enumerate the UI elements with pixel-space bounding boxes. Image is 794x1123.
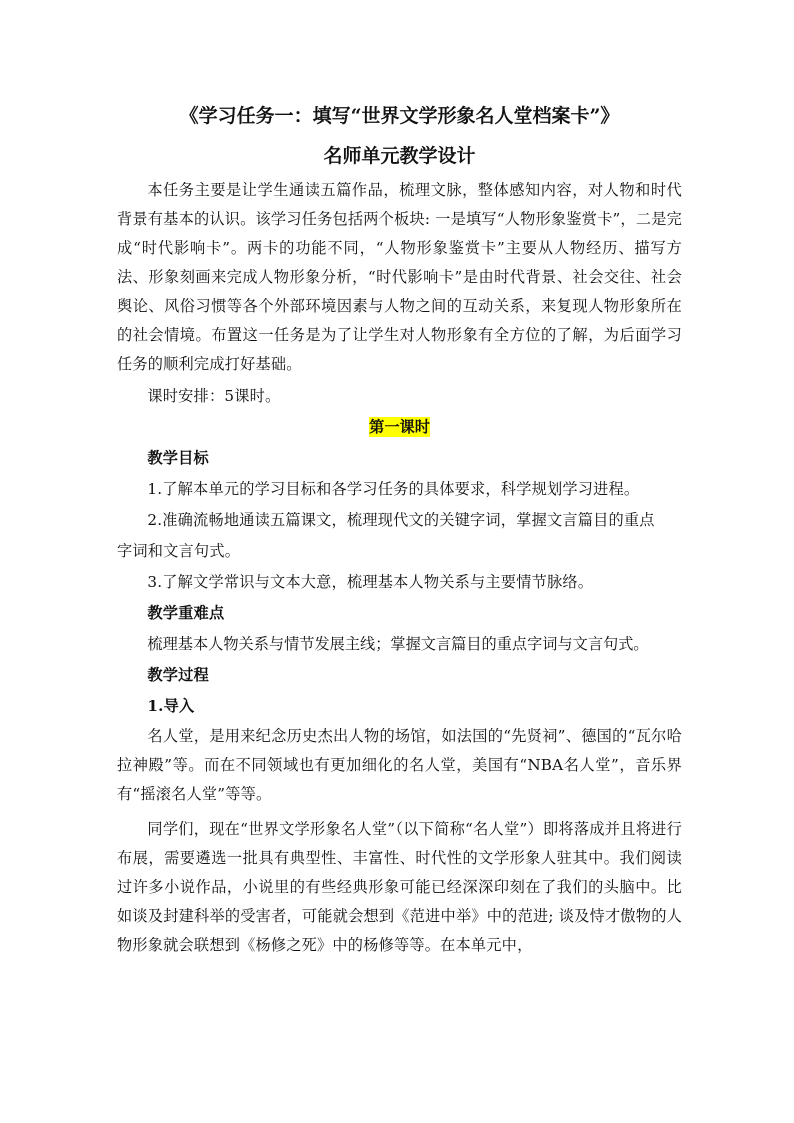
goal-item-3: 3.了解文学常识与文本大意，梳理基本人物关系与主要情节脉络。: [147, 573, 594, 591]
goal-item-2-line-1: 2.准确流畅地通读五篇课文，梳理现代文的关键字词，掌握文言篇目的重点: [147, 511, 655, 529]
schedule-line: 课时安排：5课时。: [147, 387, 281, 405]
process-heading: 教学过程: [147, 666, 209, 684]
students-paragraph: 同学们，现在“世界文学形象名人堂”（以下简称“名人堂”）即将落成并且将进行布展，需要遴选一批具有典型性、丰富性、时代性的文学形象人驻其中。我们阅读过许多小说作品，小说里的有些经典形象可能已经深深印刻在了我们的头脑中。比如谈及封建科举的受害者，可能就会想到《范进中举》中的范进; 谈及恃才傲物的人 物形象就会联想到《杨修之死》中的杨修等等。在本单元中，: [117, 820, 682, 954]
step1-heading: 1.导入: [147, 697, 195, 715]
hall-of-fame-paragraph: 名人堂，是用来纪念历史杰出人物的场馆，如法国的“先贤祠”、德国的“瓦尔哈拉神殿”等。而在不同领域也有更加细化的名人堂，美国有“NBA名人堂”，音乐界有“摇滚名人堂”等等。: [117, 727, 682, 803]
document-page: [117, 96, 682, 960]
goals-heading: 教学目标: [147, 449, 209, 467]
difficulty-heading: 教学重难点: [147, 604, 225, 622]
goal-item-1: 1.了解本单元的学习目标和各学习任务的具体要求，科学规划学习进程。: [147, 480, 640, 498]
intro-paragraph: 本任务主要是让学生通读五篇作品，梳理文脉，整体感知内容，对人物和时代背景有基本的认识。该学习任务包括两个板块: 一是填写“人物形象鉴赏卡”，二是完成“时代影响卡”。两卡的功能不同，“人物形象鉴赏卡”主要从人物经历、描写方法、形象刻画来完成人物形象分析，“时代影响卡”是由时代背景、社会交往、社会舆论、风俗习惯等各个外部环境因素与人物之间的互动关系，来复现人物形象所在的社会情境。布置这一任务是为了让学生对人物形象有全方位的了解，为后面学习任务的顺利完成打好基础。: [117, 181, 682, 373]
difficulty-text: 梳理基本人物关系与情节发展主线；掌握文言篇目的重点字词与文言句式。: [147, 635, 649, 653]
lesson-label-line: [117, 412, 682, 443]
lesson-label: 第一课时: [369, 418, 430, 436]
goal-item-2-line-2: 字词和文言句式。: [117, 542, 241, 560]
document-subtitle: 名师单元教学设计: [323, 145, 476, 167]
document-title: 《学习任务一：填写“世界文学形象名人堂档案卡”》: [179, 105, 620, 127]
